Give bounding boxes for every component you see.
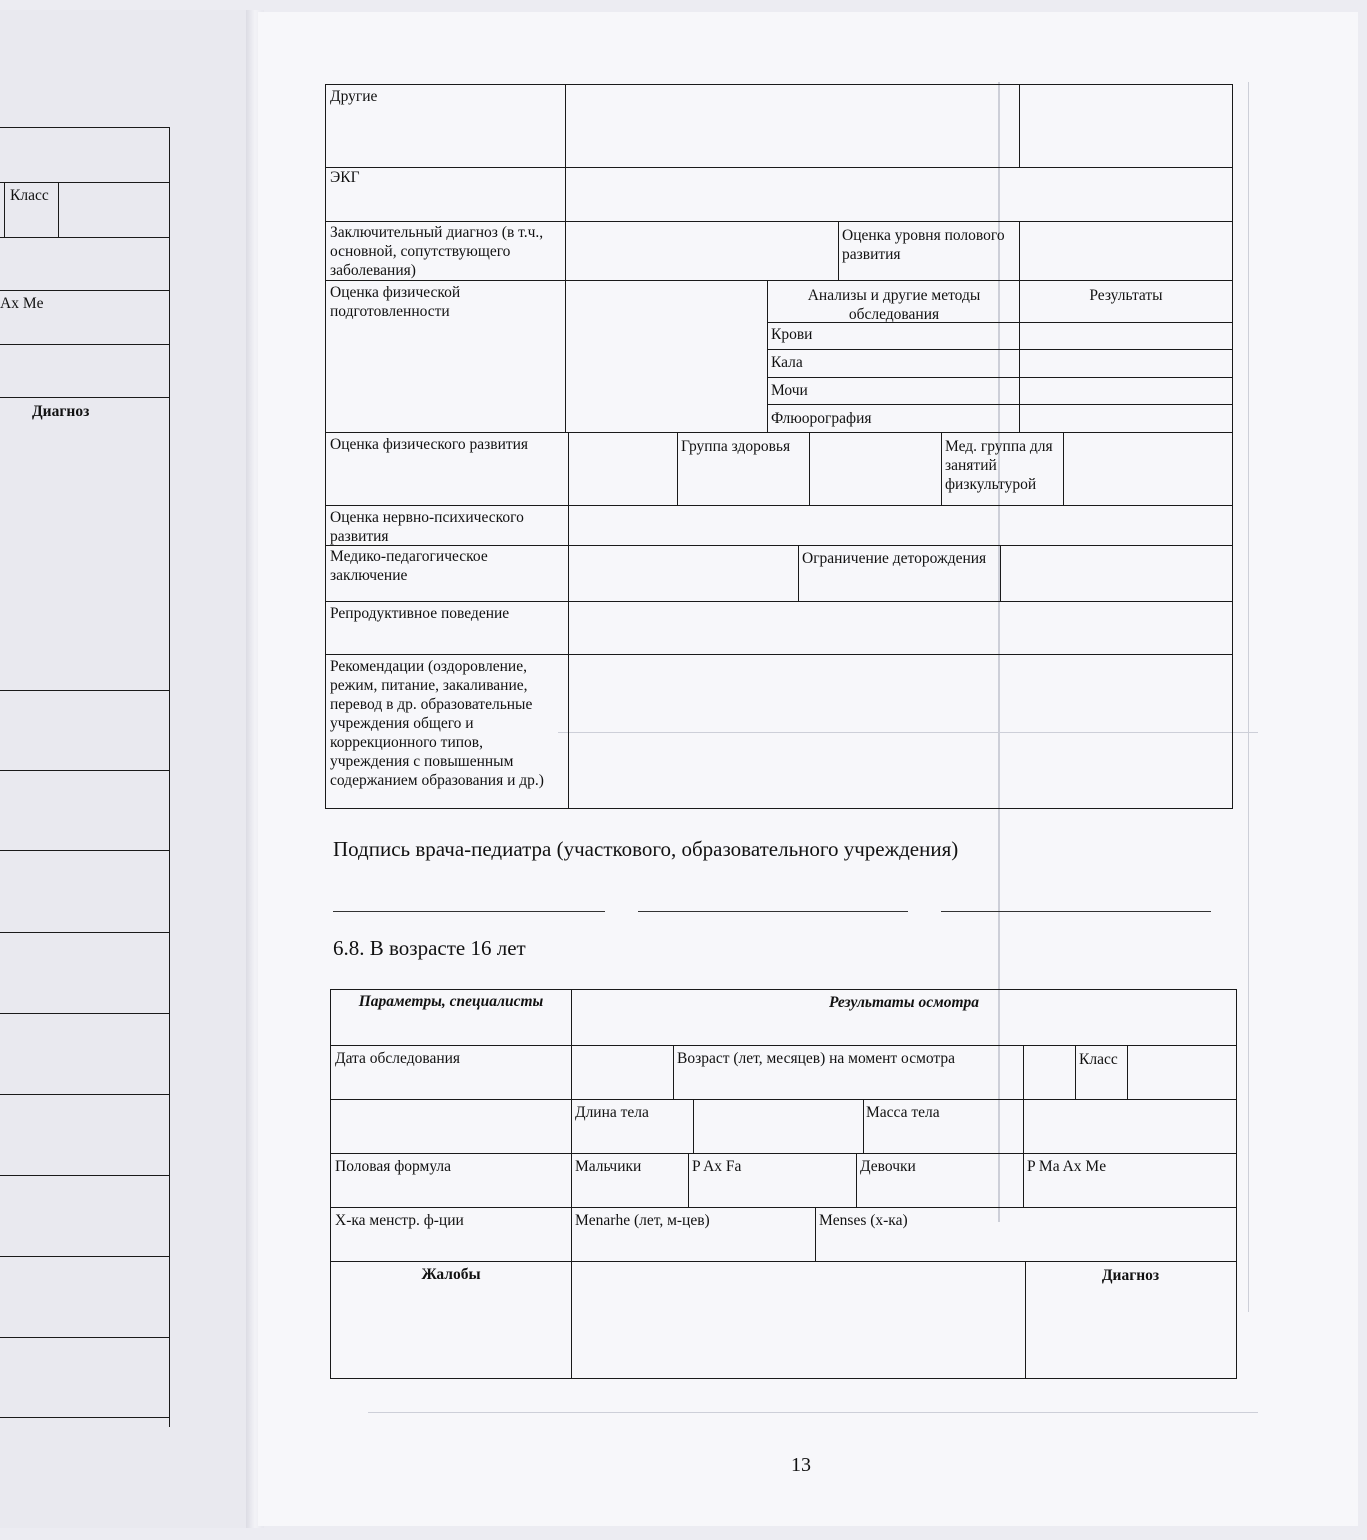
exam-date-label: Дата обследования [335, 1050, 461, 1067]
analysis-fluorography-label: Флюорография [771, 410, 872, 427]
girls-formula: P Ma Ax Me [1027, 1158, 1107, 1175]
age-at-exam-label: Возраст (лет, месяцев) на момент осмотра [677, 1050, 956, 1067]
body-length-label: Длина тела [575, 1104, 649, 1121]
sexual-development-label: Оценка уровня полового развития [842, 227, 1005, 263]
class-label: Класс [1079, 1051, 1118, 1068]
left-diagnosis-label: Диагноз [32, 403, 90, 420]
row-other-label: Другие [330, 88, 378, 105]
section-title: 6.8. В возрасте 16 лет [333, 936, 526, 960]
page-number: 13 [791, 1454, 811, 1476]
row-physical-fitness-label: Оценка физической подготовленности [330, 284, 461, 320]
med-group-label: Мед. группа для занятий физкультурой [945, 438, 1053, 493]
signature-line-1 [333, 911, 605, 912]
analysis-urine-label: Мочи [771, 382, 808, 399]
row-neuro-development-label: Оценка нервно-психического развития [330, 509, 524, 545]
signature-label: Подпись врача-педиатра (участкового, образовательного учреждения) [333, 837, 959, 861]
row-final-diagnosis-label: Заключительный диагноз (в т.ч., основной, сопутствующего заболевания) [330, 224, 544, 279]
table2-results-header: Результаты осмотра [828, 994, 980, 1011]
boys-label: Мальчики [575, 1158, 642, 1175]
left-page [0, 10, 256, 1528]
body-mass-label: Масса тела [866, 1104, 940, 1121]
complaints-label: Жалобы [421, 1266, 481, 1283]
table2-diagnosis-label: Диагноз [1101, 1267, 1160, 1284]
menstrual-label: Х-ка менстр. ф-ции [335, 1212, 464, 1229]
row-reproductive-behavior-label: Репродуктивное поведение [330, 605, 510, 622]
analysis-blood-label: Крови [771, 326, 813, 343]
row-med-ped-conclusion-label: Медико-педагогическое заключение [330, 548, 488, 584]
sex-formula-label: Половая формула [335, 1158, 452, 1175]
boys-formula: P Ax Fa [692, 1158, 742, 1175]
results-header: Результаты [1089, 287, 1163, 304]
signature-line-3 [941, 911, 1211, 912]
row-recommendations-label: Рекомендации (оздоровление, режим, питание, закаливание, перевод в др. образовательные учреждения общего и коррекционного типов, учреждения с повышенным содержанием образования и др.) [330, 658, 544, 789]
table2-params-header: Параметры, специалисты [358, 993, 544, 1010]
girls-label: Девочки [860, 1158, 916, 1175]
childbirth-restriction-label: Ограничение деторождения [802, 550, 987, 567]
signature-line-2 [638, 911, 908, 912]
menses-label: Menses (х-ка) [819, 1212, 908, 1229]
left-ax-me-label: Ax Me [0, 295, 44, 312]
menarhe-label: Menarhe (лет, м-цев) [575, 1212, 710, 1229]
row-ecg-label: ЭКГ [330, 169, 360, 186]
left-class-label: Класс [10, 187, 49, 204]
analysis-feces-label: Кала [771, 354, 803, 371]
health-group-label: Группа здоровья [681, 438, 791, 455]
row-physical-development-label: Оценка физического развития [330, 436, 529, 453]
analyses-header: Анализы и другие методы обследования [807, 287, 981, 323]
